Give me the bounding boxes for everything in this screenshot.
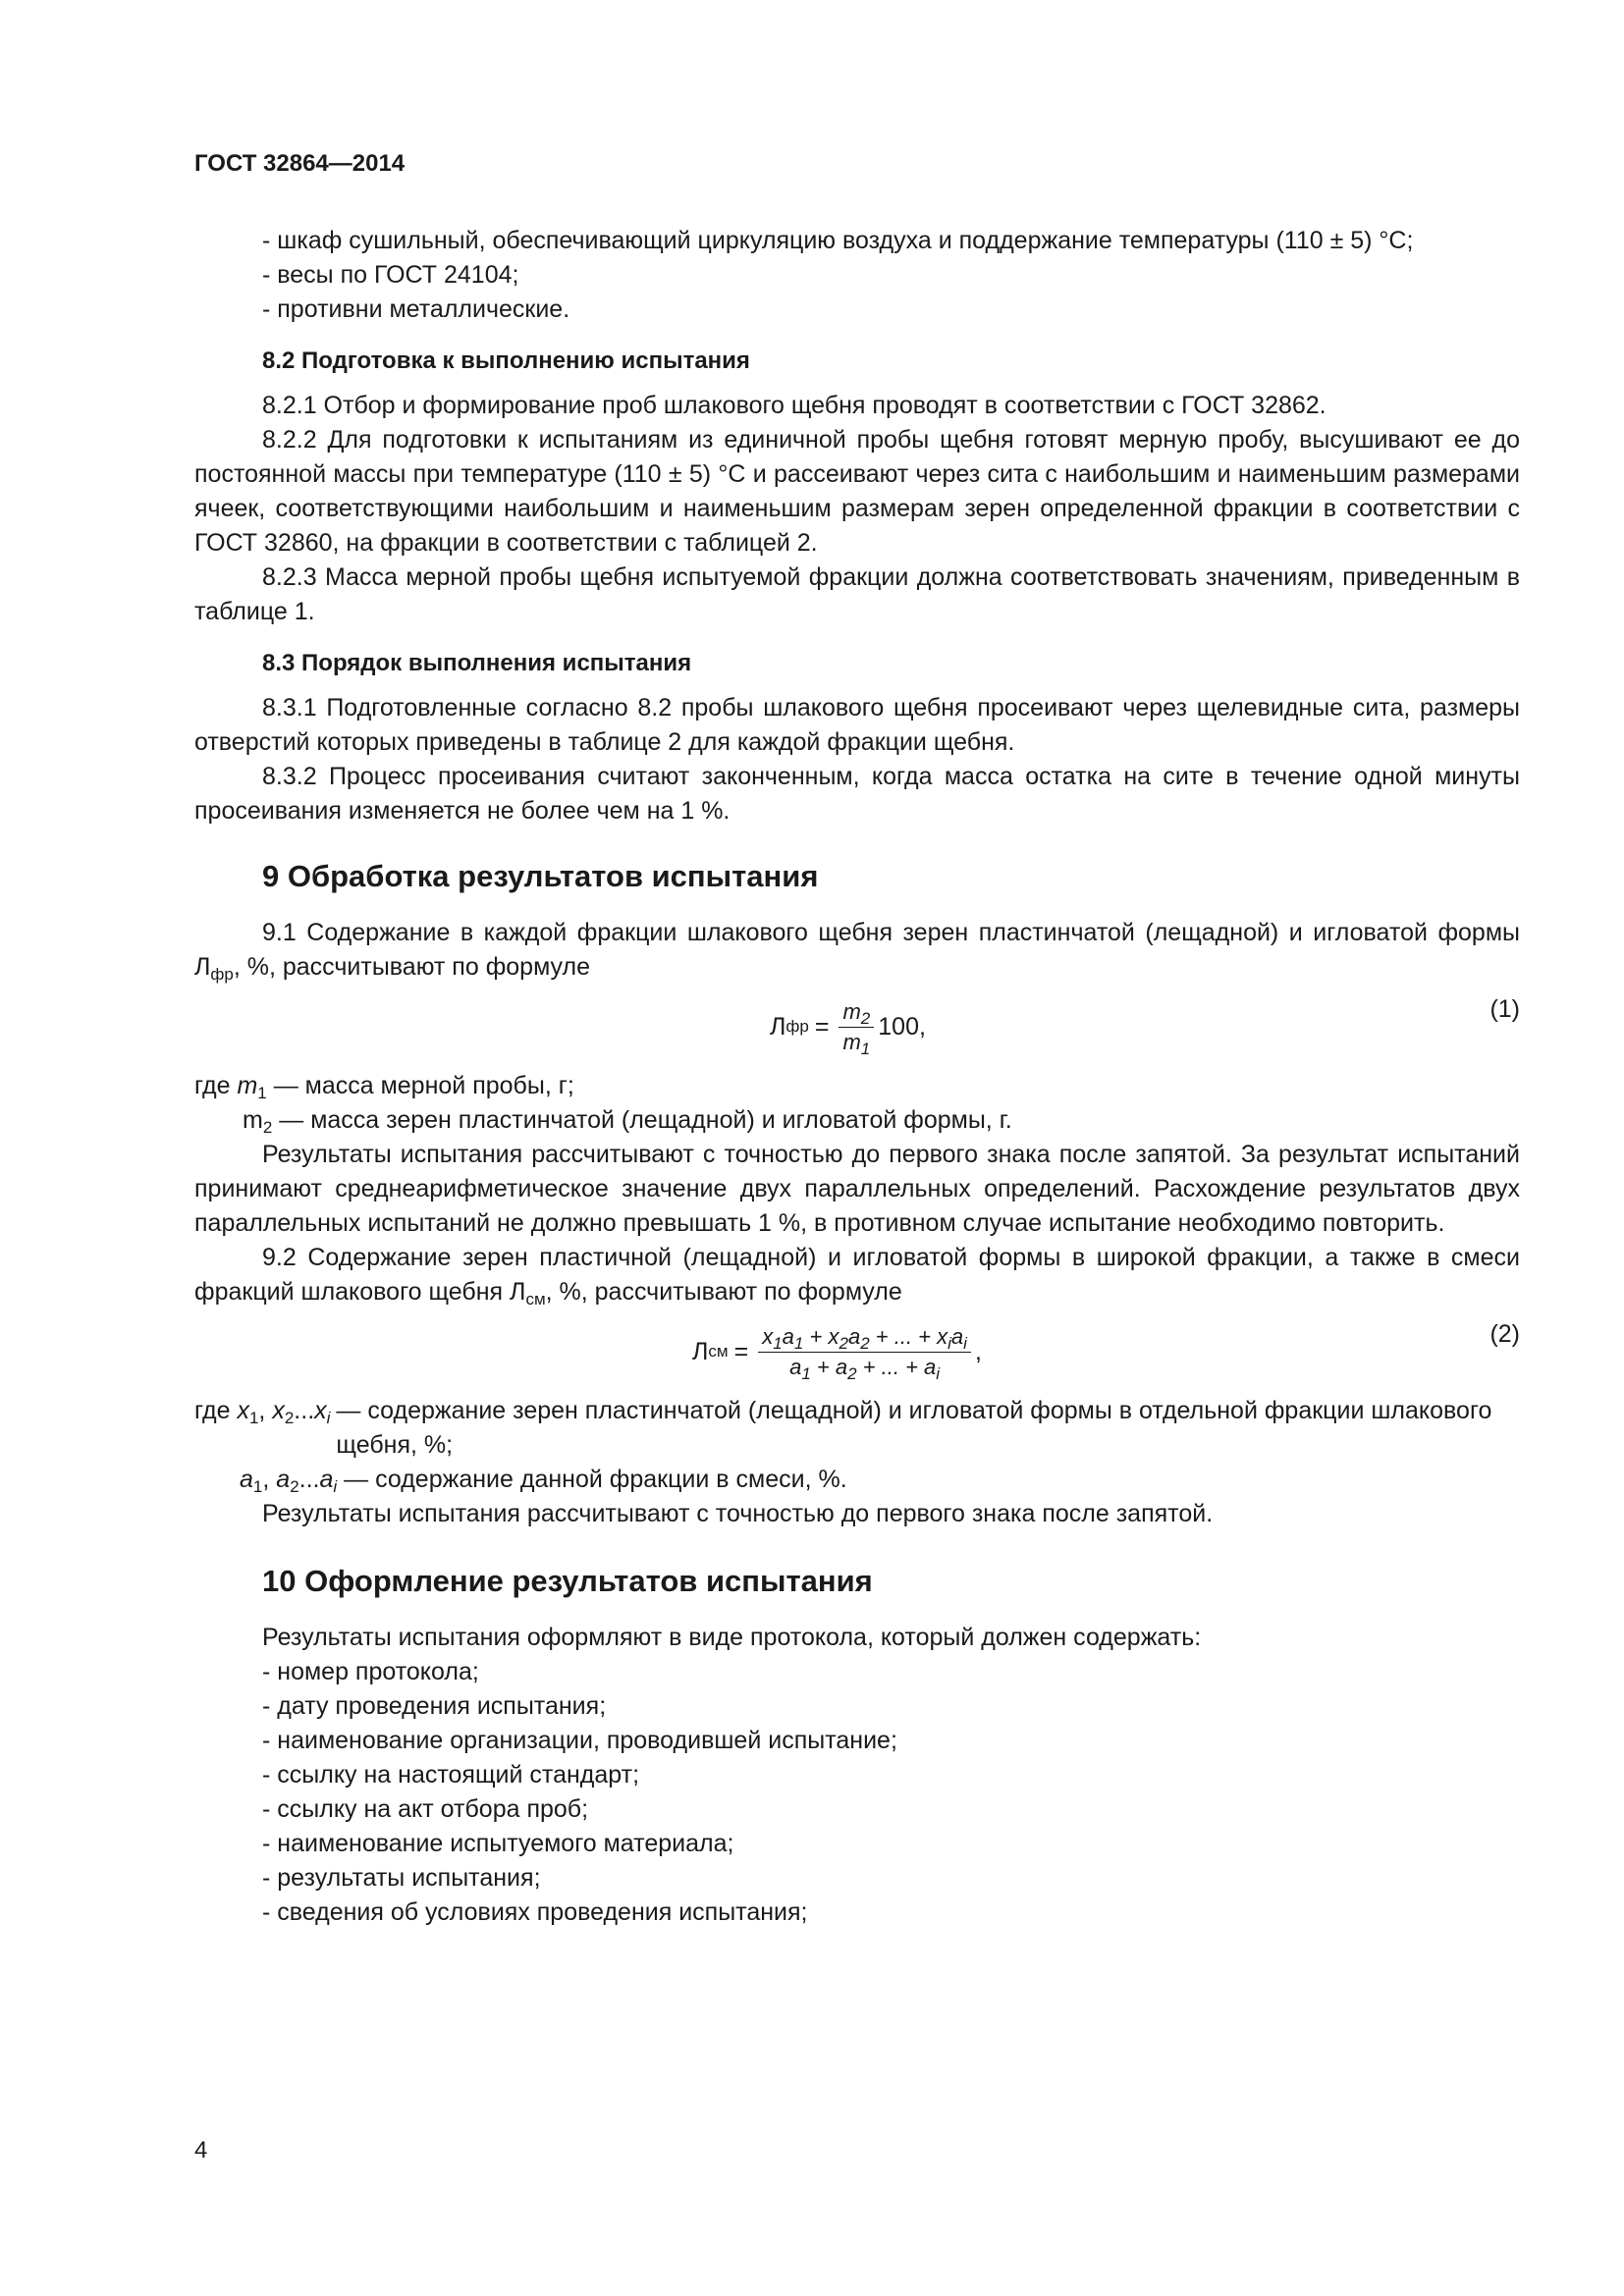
- page-number: 4: [194, 2137, 208, 2163]
- section-8-3-title: 8.3 Порядок выполнения испытания: [262, 650, 692, 676]
- formula-2-fraction: $\frac{x_1a_1 + x_2a_2 + ... + x_ia_i}{a_1 + a_2 + ... + a_i}$: [758, 1322, 971, 1382]
- list-item: - наименование испытуемого материала;: [262, 1830, 734, 1857]
- paragraph-8-3-1: 8.3.1 Подготовленные согласно 8.2 пробы шлакового щебня просеивают через щелевидные сита, размеры отверстий которых приведены в таблице 2 для каждой фракции щебня.: [194, 694, 1520, 756]
- list-item: - ссылку на акт отбора проб;: [262, 1795, 589, 1823]
- formula-2-number: (2): [1489, 1320, 1520, 1348]
- section-10-intro: Результаты испытания оформляют в виде протокола, который должен содержать:: [262, 1624, 1202, 1651]
- formula-2-legend: где $x_1$, $x_2...x_i$ — содержание зерен пластинчатой (лещадной) и игловатой формы в отдельной фракции шлакового щебня, %; $a_1$, $a_2...a_i$ — содержание данной фракции в смеси, %.: [194, 1397, 1492, 1496]
- list-item: - наименование организации, проводившей испытание;: [262, 1727, 897, 1754]
- list-item: - дату проведения испытания;: [262, 1692, 607, 1720]
- list-item: - сведения об условиях проведения испытания;: [262, 1898, 808, 1926]
- protocol-contents-list: [194, 1655, 1520, 1930]
- list-item: - ссылку на настоящий стандарт;: [262, 1761, 640, 1789]
- paragraph-9-2: 9.2 Содержание зерен пластичной (лещадной) и игловатой формы в широкой фракции, а также в смеси фракций шлакового щебня $Л_{см}$, %, рассчитывают по формуле: [194, 1244, 1520, 1308]
- formula-1-fraction: $\frac{m_2}{m_1}$: [839, 997, 874, 1057]
- equipment-item: - весы по ГОСТ 24104;: [262, 261, 519, 289]
- formula-1-legend: где $m_1$ — масса мерной пробы, г; $m_2$ — масса зерен пластинчатой (лещадной) и игловатой формы, г.: [194, 1072, 1012, 1137]
- formula-1-number: (1): [1489, 995, 1520, 1023]
- equipment-item: - шкаф сушильный, обеспечивающий циркуляцию воздуха и поддержание температуры (110 ± 5) °С;: [262, 227, 1414, 254]
- formula-2: Л см = $\frac{x_1a_1 + x_2a_2 + ... + x_ia_i}{a_1 + a_2 + ... + a_i}$ , (2): [194, 1309, 1520, 1394]
- equipment-item: - противни металлические.: [262, 295, 570, 323]
- formula-1: Л фр = $\frac{m_2}{m_1}$ 100, (1): [194, 985, 1520, 1069]
- list-item: - номер протокола;: [262, 1658, 479, 1685]
- paragraph-9-1-result: Результаты испытания рассчитывают с точностью до первого знака после запятой. За результат испытаний принимают среднеарифметическое значение двух параллельных определений. Расхождение результатов двух параллельных испытаний не должно превышать 1 %, в противном случае испытание необходимо повторить.: [194, 1141, 1520, 1237]
- list-item: - результаты испытания;: [262, 1864, 541, 1892]
- paragraph-8-2-3: 8.2.3 Масса мерной пробы щебня испытуемой фракции должна соответствовать значениям, приведенным в таблице 1.: [194, 563, 1520, 625]
- section-8-2-title: 8.2 Подготовка к выполнению испытания: [262, 347, 750, 374]
- section-10-title: 10 Оформление результатов испытания: [262, 1564, 873, 1598]
- paragraph-8-3-2: 8.3.2 Процесс просеивания считают законченным, когда масса остатка на сите в течение одной минуты просеивания изменяется не более чем на 1 %.: [194, 763, 1520, 825]
- paragraph-8-2-2: 8.2.2 Для подготовки к испытаниям из единичной пробы щебня готовят мерную пробу, высушивают ее до постоянной массы при температуре (110 ± 5) °С и рассеивают через сита с наибольшим и наименьшим размерами ячеек, соответствующими наибольшим и наименьшим размерам зерен определенной фракции в соответствии с ГОСТ 32860, на фракции в соответствии с таблицей 2.: [194, 426, 1520, 557]
- document-header: ГОСТ 32864—2014: [194, 150, 406, 177]
- document-body: [194, 224, 1520, 1930]
- paragraph-9-1: 9.1 Содержание в каждой фракции шлакового щебня зерен пластинчатой (лещадной) и игловатой формы $Л_{фр}$, %, рассчитывают по формуле: [194, 919, 1520, 984]
- section-9-title: 9 Обработка результатов испытания: [262, 859, 819, 893]
- paragraph-8-2-1: 8.2.1 Отбор и формирование проб шлакового щебня проводят в соответствии с ГОСТ 32862.: [262, 392, 1326, 419]
- paragraph-9-2-result: Результаты испытания рассчитывают с точностью до первого знака после запятой.: [262, 1500, 1214, 1527]
